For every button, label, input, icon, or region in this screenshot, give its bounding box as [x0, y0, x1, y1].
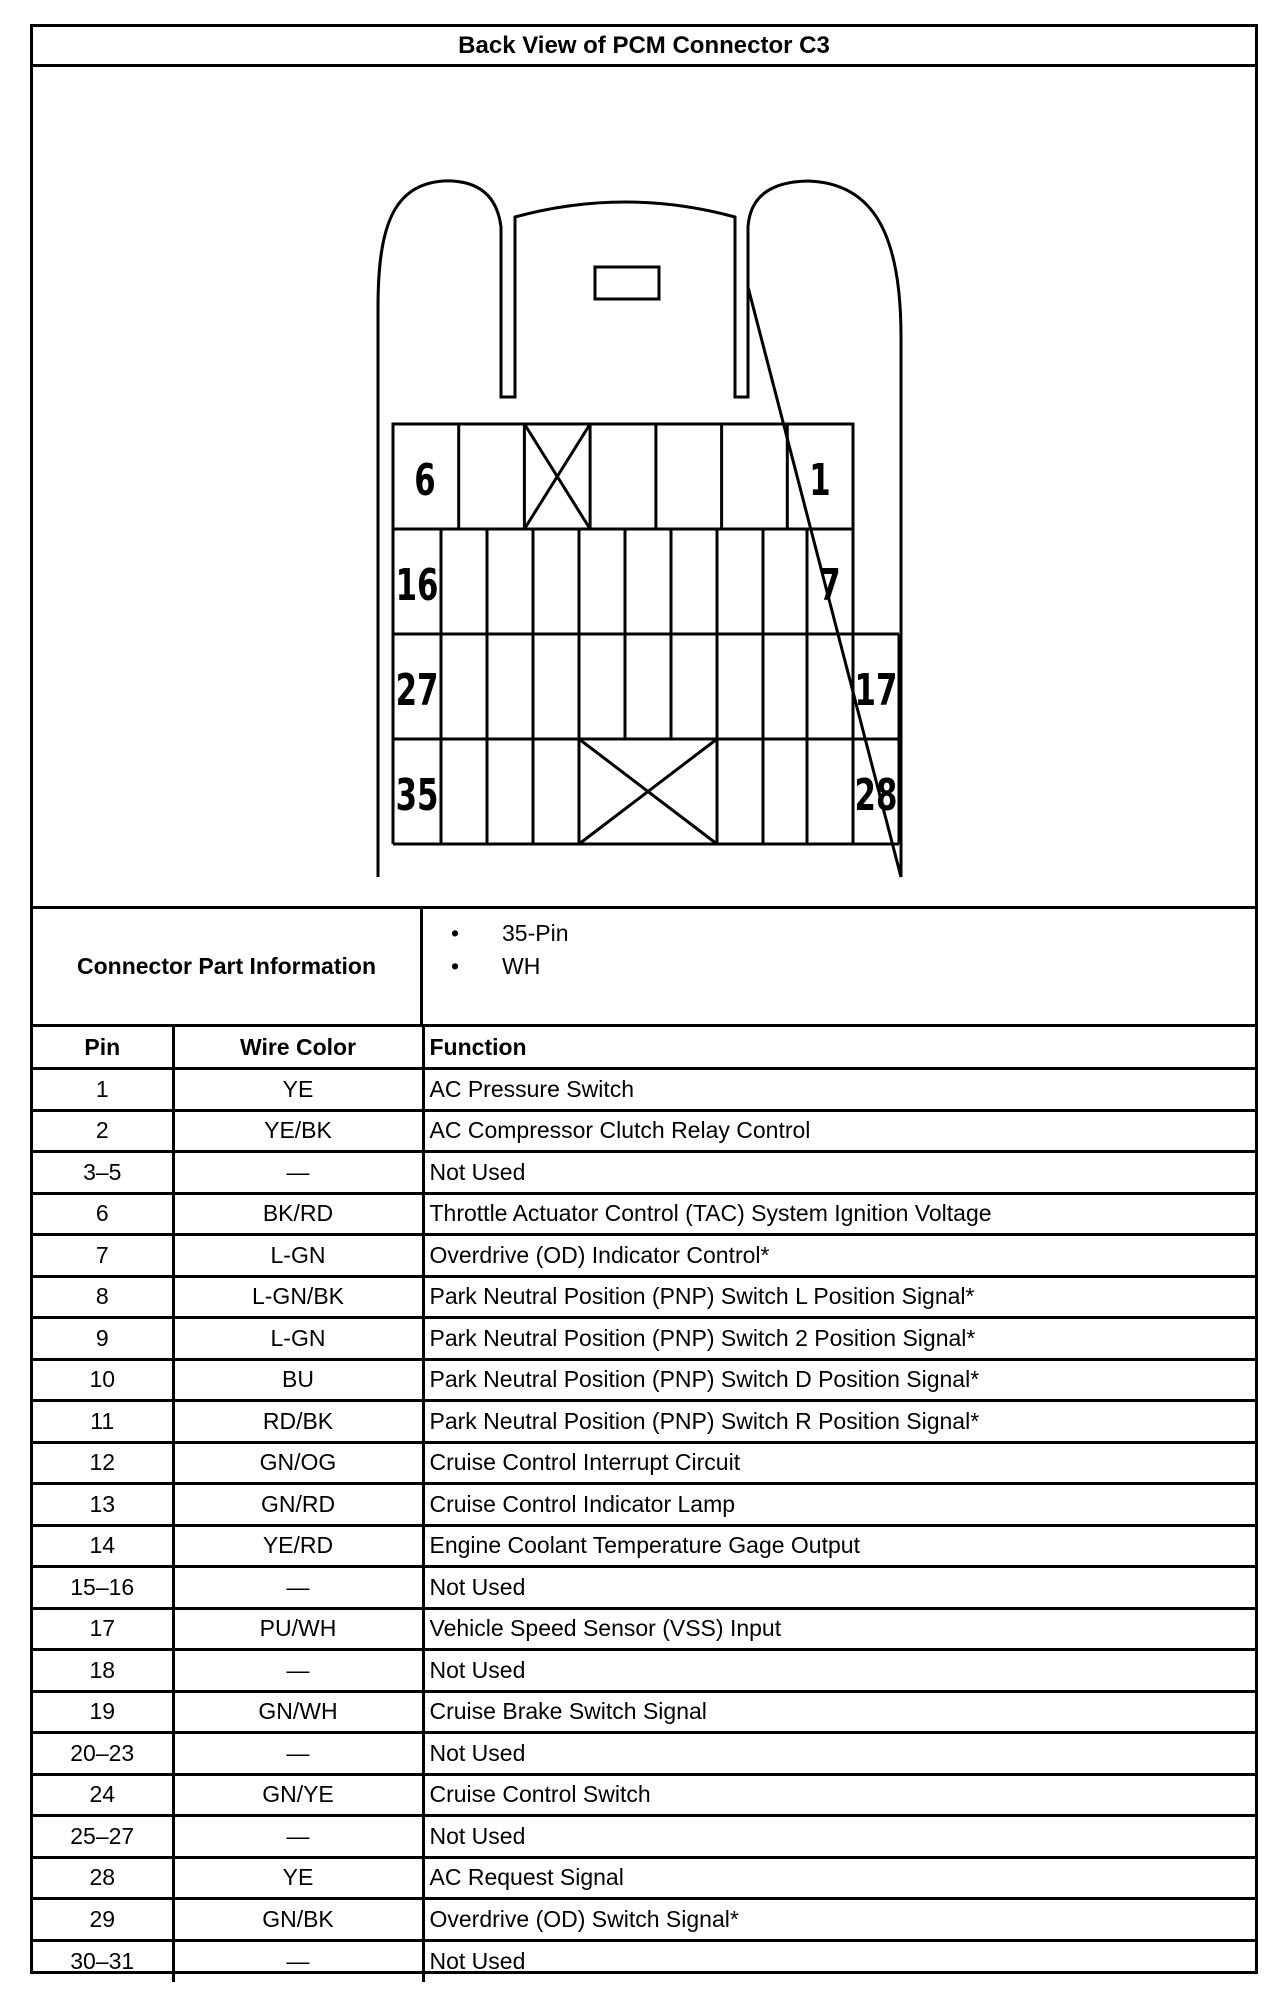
pin-cell: 14	[33, 1525, 173, 1567]
table-row	[33, 1152, 1255, 1194]
wire-color-cell: —	[173, 1152, 423, 1194]
pin-cell: 25–27	[33, 1816, 173, 1858]
wire-color-cell: YE	[173, 1069, 423, 1111]
table-row	[33, 1857, 1255, 1899]
wire-color-cell: GN/WH	[173, 1691, 423, 1733]
pin-label-35: 35	[395, 769, 439, 821]
table-row	[33, 1899, 1255, 1941]
wire-color-cell: —	[173, 1733, 423, 1775]
header-wire-color: Wire Color	[173, 1027, 423, 1069]
pin-function-table	[33, 1027, 1255, 1982]
pin-row-4	[393, 739, 899, 844]
function-cell: AC Request Signal	[423, 1857, 1255, 1899]
page-title: Back View of PCM Connector C3	[33, 27, 1255, 67]
table-row	[33, 1567, 1255, 1609]
wire-color-cell: GN/RD	[173, 1484, 423, 1526]
table-row	[33, 1525, 1255, 1567]
wire-color-cell: YE	[173, 1857, 423, 1899]
wire-color-cell: L-GN	[173, 1235, 423, 1277]
function-cell: Not Used	[423, 1567, 1255, 1609]
header-pin: Pin	[33, 1027, 173, 1069]
table-row	[33, 1318, 1255, 1360]
function-cell: Overdrive (OD) Switch Signal*	[423, 1899, 1255, 1941]
wire-color-cell: L-GN/BK	[173, 1276, 423, 1318]
pin-cell: 19	[33, 1691, 173, 1733]
pin-cell: 11	[33, 1401, 173, 1443]
pin-cell: 12	[33, 1442, 173, 1484]
table-row	[33, 1608, 1255, 1650]
pin-cell: 17	[33, 1608, 173, 1650]
pin-cell: 10	[33, 1359, 173, 1401]
pin-cell: 18	[33, 1650, 173, 1692]
pin-label-16: 16	[395, 559, 439, 611]
function-cell: Engine Coolant Temperature Gage Output	[423, 1525, 1255, 1567]
pin-cell: 3–5	[33, 1152, 173, 1194]
function-cell: Vehicle Speed Sensor (VSS) Input	[423, 1608, 1255, 1650]
function-cell: Not Used	[423, 1816, 1255, 1858]
function-cell: AC Compressor Clutch Relay Control	[423, 1110, 1255, 1152]
function-cell: Throttle Actuator Control (TAC) System Ignition Voltage	[423, 1193, 1255, 1235]
wire-color-cell: BU	[173, 1359, 423, 1401]
function-cell: Cruise Control Interrupt Circuit	[423, 1442, 1255, 1484]
pin-cell: 8	[33, 1276, 173, 1318]
wire-color-cell: L-GN	[173, 1318, 423, 1360]
function-cell: Cruise Control Indicator Lamp	[423, 1484, 1255, 1526]
table-row	[33, 1401, 1255, 1443]
wire-color-cell: —	[173, 1940, 423, 1982]
connector-part-info	[33, 909, 1255, 1027]
function-cell: Not Used	[423, 1152, 1255, 1194]
pin-label-6: 6	[414, 454, 436, 506]
function-cell: Park Neutral Position (PNP) Switch R Position Signal*	[423, 1401, 1255, 1443]
table-row	[33, 1816, 1255, 1858]
table-row	[33, 1359, 1255, 1401]
connector-document	[30, 24, 1258, 1974]
wire-color-cell: —	[173, 1650, 423, 1692]
pin-cell: 1	[33, 1069, 173, 1111]
wire-color-cell: —	[173, 1567, 423, 1609]
pin-cell: 28	[33, 1857, 173, 1899]
wire-color-cell: YE/BK	[173, 1110, 423, 1152]
table-row	[33, 1691, 1255, 1733]
function-cell: Park Neutral Position (PNP) Switch L Position Signal*	[423, 1276, 1255, 1318]
pin-cell: 29	[33, 1899, 173, 1941]
function-cell: Not Used	[423, 1650, 1255, 1692]
wire-color-cell: RD/BK	[173, 1401, 423, 1443]
pin-cell: 7	[33, 1235, 173, 1277]
wire-color-cell: GN/BK	[173, 1899, 423, 1941]
wire-color-cell: YE/RD	[173, 1525, 423, 1567]
wire-color-cell: PU/WH	[173, 1608, 423, 1650]
pin-label-17: 17	[854, 664, 898, 716]
pin-cell: 9	[33, 1318, 173, 1360]
table-row	[33, 1774, 1255, 1816]
pin-cell: 24	[33, 1774, 173, 1816]
wire-color-cell: —	[173, 1816, 423, 1858]
function-cell: Cruise Brake Switch Signal	[423, 1691, 1255, 1733]
wire-color-cell: BK/RD	[173, 1193, 423, 1235]
wire-color-cell: GN/OG	[173, 1442, 423, 1484]
table-row	[33, 1193, 1255, 1235]
function-cell: Park Neutral Position (PNP) Switch D Position Signal*	[423, 1359, 1255, 1401]
pin-cell: 2	[33, 1110, 173, 1152]
table-row	[33, 1442, 1255, 1484]
latch-slot	[595, 267, 659, 299]
table-row	[33, 1940, 1255, 1982]
table-row	[33, 1110, 1255, 1152]
table-row	[33, 1235, 1255, 1277]
pin-cell: 13	[33, 1484, 173, 1526]
header-function: Function	[423, 1027, 1255, 1069]
table-header-row	[33, 1027, 1255, 1069]
function-cell: Overdrive (OD) Indicator Control*	[423, 1235, 1255, 1277]
table-row	[33, 1069, 1255, 1111]
table-row	[33, 1733, 1255, 1775]
connector-diagram-panel	[33, 67, 1255, 909]
function-cell: Park Neutral Position (PNP) Switch 2 Position Signal*	[423, 1318, 1255, 1360]
function-cell: Not Used	[429, 1948, 526, 1974]
connector-part-info-list	[438, 917, 568, 983]
connector-info-item: • 35-Pin	[438, 917, 568, 950]
table-row	[33, 1650, 1255, 1692]
pin-label-27: 27	[395, 664, 439, 716]
table-row	[33, 1276, 1255, 1318]
pin-label-7: 7	[819, 559, 841, 611]
pin-cell: 6	[33, 1193, 173, 1235]
pin-label-28: 28	[854, 769, 898, 821]
pin-label-1: 1	[809, 454, 831, 506]
connector-info-item: • WH	[438, 950, 568, 983]
pin-cell: 30–31	[33, 1940, 173, 1982]
function-cell: Not Used	[423, 1733, 1255, 1775]
connector-diagram	[33, 67, 1255, 909]
pin-cell: 20–23	[33, 1733, 173, 1775]
pin-cell: 15–16	[33, 1567, 173, 1609]
table-row	[33, 1484, 1255, 1526]
pin-row-3	[393, 634, 899, 739]
wire-color-cell: GN/YE	[173, 1774, 423, 1816]
connector-part-info-label: Connector Part Information	[33, 909, 423, 1024]
function-cell: Cruise Control Switch	[423, 1774, 1255, 1816]
pin-row-1	[393, 424, 853, 529]
function-cell: AC Pressure Switch	[423, 1069, 1255, 1111]
